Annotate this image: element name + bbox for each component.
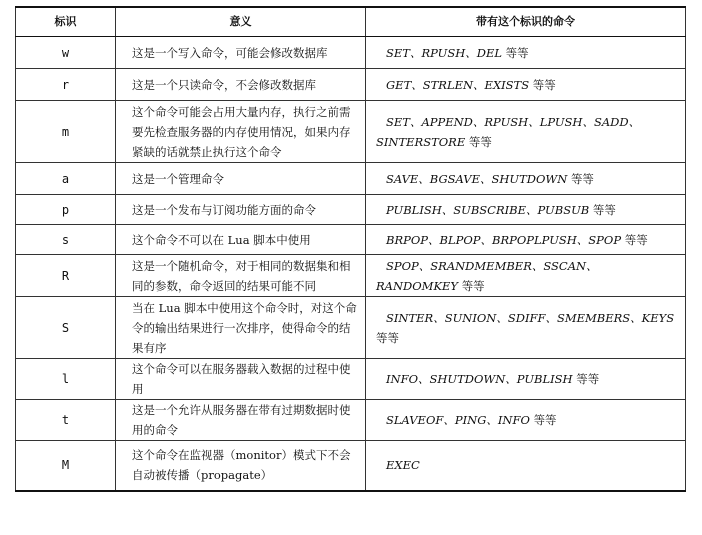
commands-cell bbox=[366, 400, 686, 441]
flag-cell: m bbox=[16, 101, 116, 163]
commands-text bbox=[376, 75, 679, 95]
commands-text bbox=[376, 308, 679, 348]
header-commands: 带有这个标识的命令 bbox=[366, 7, 686, 37]
etc-suffix: 等等 bbox=[461, 278, 485, 293]
flag-cell: S bbox=[16, 297, 116, 359]
commands-cell bbox=[366, 163, 686, 195]
commands-text bbox=[376, 369, 679, 389]
flag-cell: t bbox=[16, 400, 116, 441]
commands-text bbox=[376, 200, 679, 220]
header-meaning: 意义 bbox=[116, 7, 366, 37]
commands-text bbox=[376, 230, 679, 250]
table-row bbox=[16, 400, 686, 441]
commands-text bbox=[376, 43, 679, 63]
commands-cell bbox=[366, 37, 686, 69]
commands-cell bbox=[366, 297, 686, 359]
etc-suffix: 等等 bbox=[376, 330, 399, 345]
meaning-cell: 这是一个允许从服务器在带有过期数据时使用的命令 bbox=[116, 400, 366, 441]
etc-suffix: 等等 bbox=[592, 202, 616, 217]
table-row bbox=[16, 441, 686, 491]
command-flags-table bbox=[15, 6, 686, 492]
commands-cell bbox=[366, 69, 686, 101]
command-list: GET、STRLEN、EXISTS bbox=[386, 77, 530, 92]
flag-cell: r bbox=[16, 69, 116, 101]
etc-suffix: 等等 bbox=[468, 134, 492, 149]
flag-cell: l bbox=[16, 359, 116, 400]
command-list: SPOP、SRANDMEMBER、SSCAN、RANDOMKEY bbox=[376, 258, 598, 293]
flag-cell: R bbox=[16, 255, 116, 297]
table-row bbox=[16, 255, 686, 297]
meaning-cell: 这个命令在监视器（monitor）模式下不会自动被传播（propagate） bbox=[116, 441, 366, 491]
meaning-cell: 这个命令可以在服务器载入数据的过程中使用 bbox=[116, 359, 366, 400]
command-list: SAVE、BGSAVE、SHUTDOWN bbox=[386, 171, 568, 186]
flag-cell: s bbox=[16, 225, 116, 255]
table-row bbox=[16, 163, 686, 195]
commands-text bbox=[376, 455, 679, 475]
table-body bbox=[16, 37, 686, 491]
meaning-cell: 这是一个只读命令，不会修改数据库 bbox=[116, 69, 366, 101]
meaning-cell: 当在 Lua 脚本中使用这个命令时，对这个命令的输出结果进行一次排序，使得命令的结果有序 bbox=[116, 297, 366, 359]
table-row bbox=[16, 69, 686, 101]
etc-suffix: 等等 bbox=[576, 372, 600, 386]
flag-cell: p bbox=[16, 195, 116, 225]
etc-suffix: 等等 bbox=[532, 77, 556, 92]
command-list: EXEC bbox=[386, 458, 420, 473]
meaning-cell: 这是一个写入命令，可能会修改数据库 bbox=[116, 37, 366, 69]
flag-cell: M bbox=[16, 441, 116, 491]
commands-cell bbox=[366, 441, 686, 491]
meaning-cell: 这是一个管理命令 bbox=[116, 163, 366, 195]
meaning-cell: 这是一个发布与订阅功能方面的命令 bbox=[116, 195, 366, 225]
etc-suffix: 等等 bbox=[624, 232, 648, 247]
table-header-row bbox=[16, 7, 686, 37]
commands-cell bbox=[366, 255, 686, 297]
command-list: BRPOP、BLPOP、BRPOPLPUSH、SPOP bbox=[386, 232, 622, 247]
commands-text bbox=[376, 410, 679, 430]
meaning-cell: 这是一个随机命令，对于相同的数据集和相同的参数，命令返回的结果可能不同 bbox=[116, 255, 366, 297]
header-flag: 标识 bbox=[16, 7, 116, 37]
command-list: SLAVEOF、PING、INFO bbox=[386, 413, 530, 427]
commands-text bbox=[376, 256, 679, 296]
table-row bbox=[16, 195, 686, 225]
meaning-cell: 这个命令不可以在 Lua 脚本中使用 bbox=[116, 225, 366, 255]
commands-cell bbox=[366, 359, 686, 400]
table-row bbox=[16, 297, 686, 359]
etc-suffix: 等等 bbox=[533, 413, 557, 427]
table-row bbox=[16, 225, 686, 255]
table-row bbox=[16, 359, 686, 400]
etc-suffix: 等等 bbox=[570, 171, 594, 186]
commands-text bbox=[376, 112, 679, 152]
command-list: SET、RPUSH、DEL bbox=[386, 45, 502, 60]
commands-cell bbox=[366, 195, 686, 225]
commands-cell bbox=[366, 225, 686, 255]
etc-suffix: 等等 bbox=[505, 45, 529, 60]
command-list: INFO、SHUTDOWN、PUBLISH bbox=[386, 372, 573, 386]
meaning-cell: 这个命令可能会占用大量内存，执行之前需要先检查服务器的内存使用情况，如果内存紧缺的话就禁止执行这个命令 bbox=[116, 101, 366, 163]
commands-cell bbox=[366, 101, 686, 163]
command-list: PUBLISH、SUBSCRIBE、PUBSUB bbox=[386, 202, 590, 217]
command-list: SINTER、SUNION、SDIFF、SMEMBERS、KEYS bbox=[386, 310, 675, 325]
table-row bbox=[16, 101, 686, 163]
table-row bbox=[16, 37, 686, 69]
command-list: SET、APPEND、RPUSH、LPUSH、SADD、SINTERSTORE bbox=[376, 114, 641, 149]
flag-cell: w bbox=[16, 37, 116, 69]
commands-text bbox=[376, 169, 679, 189]
flag-cell: a bbox=[16, 163, 116, 195]
